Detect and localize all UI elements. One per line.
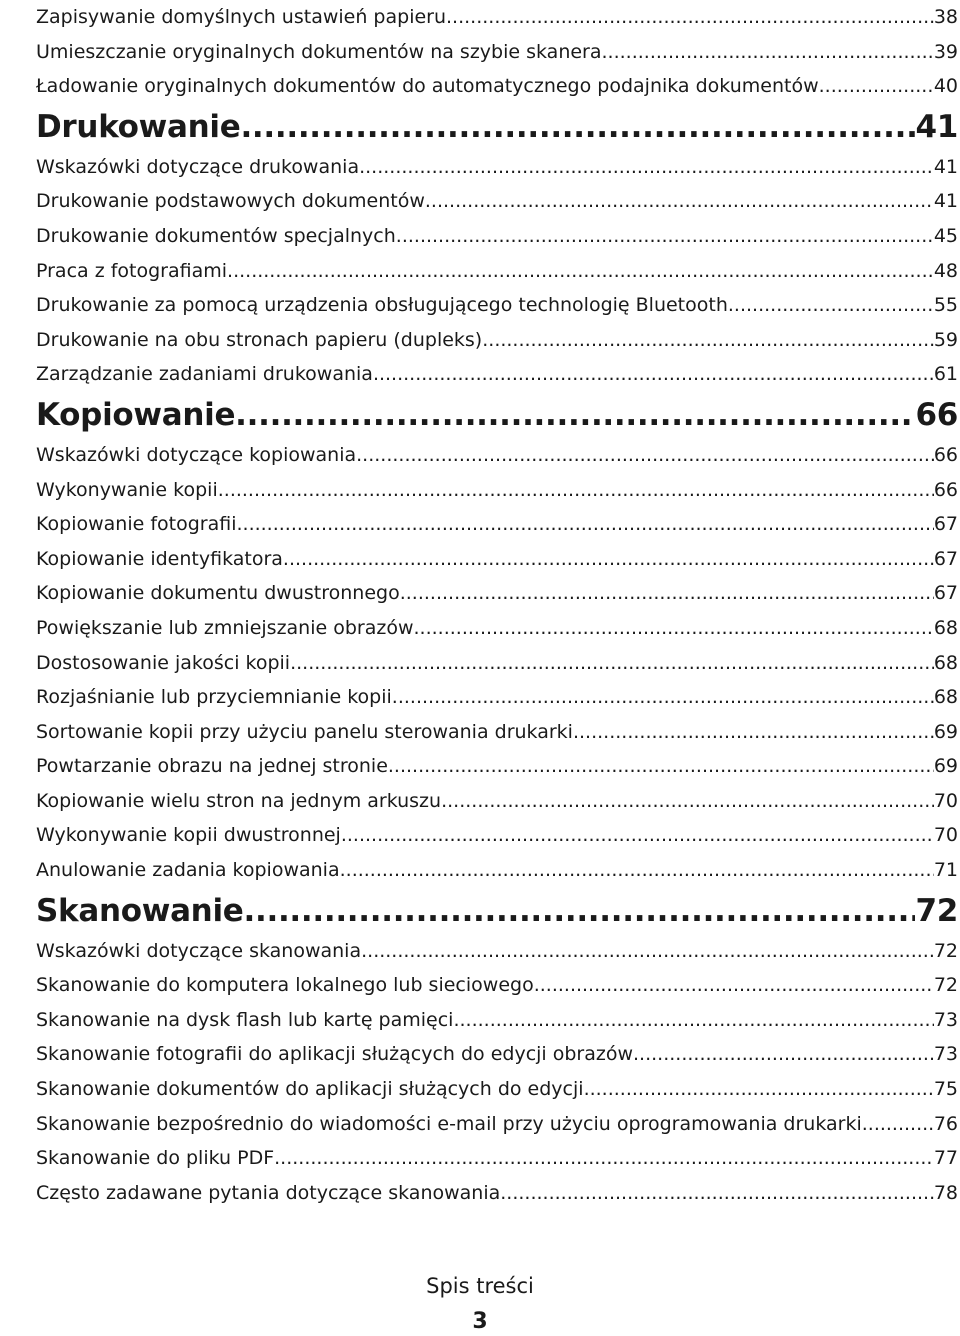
dot-leader — [290, 646, 934, 681]
toc-entry[interactable] — [36, 323, 958, 358]
dot-leader — [602, 35, 934, 70]
toc-entry-title: Kopiowanie wielu stron na jednym arkuszu — [36, 789, 442, 812]
toc-entry-title: Kopiowanie fotografii — [36, 513, 237, 536]
toc-entry[interactable] — [36, 1107, 958, 1142]
dot-leader — [453, 1003, 933, 1038]
dot-leader — [414, 611, 934, 646]
toc-entry[interactable] — [36, 473, 958, 508]
toc-entry-page: 39 — [933, 40, 958, 63]
toc-entry-page: 69 — [933, 720, 958, 743]
toc-entry-title: Umieszczanie oryginalnych dokumentów na szybie skanera — [36, 40, 602, 63]
toc-entry-page: 70 — [933, 789, 958, 812]
toc-entry[interactable] — [36, 254, 958, 289]
toc-chapter-heading[interactable] — [36, 104, 958, 150]
toc-entry-page: 75 — [933, 1078, 958, 1101]
toc-entry[interactable] — [36, 576, 958, 611]
toc-entry-title: Często zadawane pytania dotyczące skanowania — [36, 1181, 501, 1204]
toc-entry-title: Wskazówki dotyczące skanowania — [36, 939, 362, 962]
toc-entry-title: Skanowanie do komputera lokalnego lub sieciowego — [36, 974, 534, 997]
dot-leader — [534, 968, 934, 1003]
toc-entry-page: 72 — [933, 939, 958, 962]
dot-leader — [584, 1072, 934, 1107]
footer-page-number: 3 — [472, 1309, 488, 1334]
toc-entry[interactable] — [36, 288, 958, 323]
toc-chapter-page: 41 — [915, 108, 958, 145]
toc-entry-title: Skanowanie dokumentów do aplikacji służących do edycji — [36, 1078, 584, 1101]
toc-entry[interactable] — [36, 1141, 958, 1176]
toc-entry-title: Skanowanie bezpośrednio do wiadomości e-mail przy użyciu oprogramowania drukarki — [36, 1112, 862, 1135]
toc-entry-title: Drukowanie dokumentów specjalnych — [36, 224, 396, 247]
toc-chapter-page: 66 — [915, 396, 958, 433]
toc-entry-page: 41 — [933, 190, 958, 213]
toc-entry-page: 41 — [933, 155, 958, 178]
toc-entry[interactable] — [36, 611, 958, 646]
toc-entry-page: 76 — [933, 1112, 958, 1135]
table-of-contents — [36, 0, 958, 1210]
footer-section-title: Spis treści — [426, 1274, 534, 1298]
toc-entry-page: 48 — [933, 259, 958, 282]
toc-entry-page: 69 — [933, 755, 958, 778]
toc-entry-title: Anulowanie zadania kopiowania — [36, 859, 340, 882]
toc-entry-title: Kopiowanie dokumentu dwustronnego — [36, 582, 400, 605]
dot-leader — [392, 680, 934, 715]
toc-entry-page: 59 — [933, 328, 958, 351]
toc-chapter-title: Drukowanie — [36, 108, 241, 145]
dot-leader — [441, 784, 934, 819]
toc-entry-title: Skanowanie do pliku PDF — [36, 1147, 275, 1170]
toc-entry-title: Powiększanie lub zmniejszanie obrazów — [36, 616, 414, 639]
toc-entry-title: Wykonywanie kopii — [36, 478, 218, 501]
toc-entry-page: 70 — [933, 824, 958, 847]
toc-entry-page: 68 — [933, 651, 958, 674]
toc-entry-page: 73 — [933, 1008, 958, 1031]
dot-leader — [227, 254, 934, 289]
toc-chapter-heading[interactable] — [36, 392, 958, 438]
toc-entry-page: 71 — [933, 859, 958, 882]
dot-leader — [218, 473, 934, 508]
toc-entry-page: 72 — [933, 974, 958, 997]
toc-entry-title: Wskazówki dotyczące kopiowania — [36, 443, 357, 466]
toc-entry[interactable] — [36, 1176, 958, 1211]
toc-entry[interactable] — [36, 542, 958, 577]
toc-entry-title: Praca z fotografiami — [36, 259, 228, 282]
toc-entry-title: Rozjaśnianie lub przyciemnianie kopii — [36, 686, 392, 709]
toc-entry[interactable] — [36, 184, 958, 219]
toc-entry[interactable] — [36, 35, 958, 70]
dot-leader — [633, 1037, 934, 1072]
dot-leader — [283, 542, 934, 577]
toc-entry-page: 38 — [933, 6, 958, 28]
toc-entry-page: 78 — [933, 1181, 958, 1204]
dot-leader — [425, 184, 934, 219]
toc-chapter-title: Skanowanie — [36, 892, 244, 929]
toc-entry-title: Drukowanie na obu stronach papieru (dupleks) — [36, 328, 483, 351]
toc-entry-title: Skanowanie na dysk flash lub kartę pamięci — [36, 1008, 454, 1031]
dot-leader — [400, 576, 934, 611]
toc-entry-page: 45 — [933, 224, 958, 247]
dot-leader — [341, 818, 934, 853]
dot-leader — [728, 288, 934, 323]
dot-leader — [388, 749, 934, 784]
toc-entry-title: Skanowanie fotografii do aplikacji służących do edycji obrazów — [36, 1043, 634, 1066]
toc-entry[interactable] — [36, 680, 958, 715]
dot-leader — [235, 392, 915, 438]
toc-entry-page: 66 — [933, 443, 958, 466]
dot-leader — [819, 69, 934, 104]
toc-entry-page: 67 — [933, 582, 958, 605]
toc-entry[interactable] — [36, 150, 958, 185]
dot-leader — [361, 934, 934, 969]
dot-leader — [446, 0, 934, 35]
toc-entry-title: Zarządzanie zadaniami drukowania — [36, 363, 373, 386]
toc-entry[interactable] — [36, 784, 958, 819]
dot-leader — [573, 715, 934, 750]
toc-entry[interactable] — [36, 853, 958, 888]
dot-leader — [359, 150, 934, 185]
dot-leader — [396, 219, 934, 254]
dot-leader — [356, 438, 934, 473]
toc-entry[interactable] — [36, 507, 958, 542]
toc-entry-title: Ładowanie oryginalnych dokumentów do automatycznego podajnika dokumentów — [36, 75, 819, 98]
dot-leader — [274, 1141, 934, 1176]
toc-entry-page: 61 — [933, 363, 958, 386]
dot-leader — [236, 507, 933, 542]
toc-chapter-title: Kopiowanie — [36, 396, 236, 433]
toc-entry-page: 68 — [933, 686, 958, 709]
dot-leader — [482, 323, 934, 358]
toc-entry[interactable] — [36, 715, 958, 750]
toc-entry-page: 67 — [933, 513, 958, 536]
toc-chapter-heading[interactable] — [36, 888, 958, 934]
dot-leader — [373, 357, 934, 392]
toc-chapter-page: 72 — [915, 892, 958, 929]
toc-entry[interactable] — [36, 749, 958, 784]
toc-entry[interactable] — [36, 69, 958, 104]
toc-entry-title: Drukowanie podstawowych dokumentów — [36, 190, 425, 213]
toc-entry[interactable] — [36, 818, 958, 853]
toc-entry-title: Wskazówki dotyczące drukowania — [36, 155, 360, 178]
dot-leader — [862, 1107, 934, 1142]
toc-entry-page: 40 — [933, 75, 958, 98]
toc-entry[interactable] — [36, 1072, 958, 1107]
toc-entry-title: Kopiowanie identyfikatora — [36, 547, 283, 570]
toc-entry-title: Drukowanie za pomocą urządzenia obsługującego technologię Bluetooth — [36, 294, 728, 317]
toc-entry-page: 68 — [933, 616, 958, 639]
toc-entry-page: 67 — [933, 547, 958, 570]
toc-entry[interactable] — [36, 1003, 958, 1038]
toc-entry[interactable] — [36, 646, 958, 681]
toc-entry-title: Wykonywanie kopii dwustronnej — [36, 824, 341, 847]
dot-leader — [240, 104, 915, 150]
dot-leader — [340, 853, 934, 888]
toc-entry[interactable] — [36, 1037, 958, 1072]
toc-entry-title: Dostosowanie jakości kopii — [36, 651, 291, 674]
toc-entry-page: 66 — [933, 478, 958, 501]
toc-entry-title: Zapisywanie domyślnych ustawień papieru — [36, 6, 447, 28]
dot-leader — [500, 1176, 934, 1211]
toc-entry-page: 73 — [933, 1043, 958, 1066]
toc-entry-title: Sortowanie kopii przy użyciu panelu sterowania drukarki — [36, 720, 573, 743]
toc-entry[interactable] — [36, 934, 958, 969]
toc-entry[interactable] — [36, 219, 958, 254]
toc-entry[interactable] — [36, 438, 958, 473]
toc-entry[interactable] — [36, 968, 958, 1003]
dot-leader — [244, 888, 916, 934]
toc-entry-title: Powtarzanie obrazu na jednej stronie — [36, 755, 388, 778]
toc-entry[interactable] — [36, 357, 958, 392]
toc-entry-page: 55 — [933, 294, 958, 317]
toc-entry[interactable] — [36, 0, 958, 35]
toc-entry-page: 77 — [933, 1147, 958, 1170]
